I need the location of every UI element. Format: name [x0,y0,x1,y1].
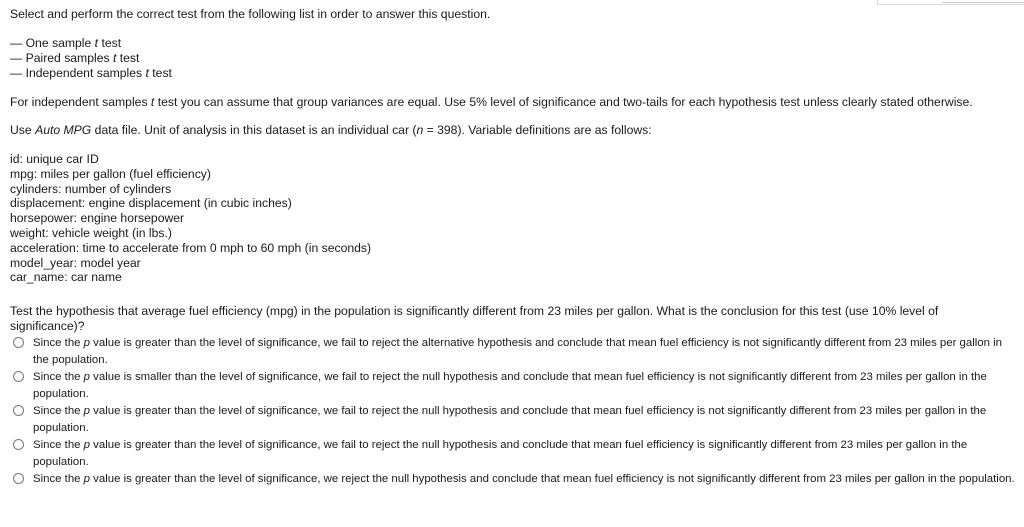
answer-option-text [33,437,1015,471]
option-suffix: value is greater than the level of significance, we fail to reject the null hypothesis and conclude that mean fuel efficiency is not significantly different from 23 miles per gallon in the population. [33,405,987,435]
definition-item: id: unique car ID [10,152,99,166]
test-suffix: test [148,66,172,80]
answer-option-text [33,335,1015,369]
assumption-prefix: For independent samples [10,95,151,109]
option-suffix: value is greater than the level of significance, we fail to reject the null hypothesis and conclude that mean fuel efficiency is significantly different from 23 miles per gallon in the population. [33,439,968,469]
radio-button[interactable] [13,371,24,382]
top-right-divider [877,0,1024,5]
dataset-middle: data file. Unit of analysis in this dataset is an individual car ( [91,123,417,137]
definition-item: mpg: miles per gallon (fuel efficiency) [10,166,211,181]
definition-item: model_year: model year [10,255,141,270]
definition-item: horsepower: engine horsepower [10,211,185,226]
radio-button[interactable] [13,439,24,450]
option-suffix: value is smaller than the level of significance, we fail to reject the null hypothesis and conclude that mean fuel efficiency is not significantly different from 23 miles per gallon in the population. [33,371,987,401]
test-list [10,36,1015,81]
option-prefix: Since the [33,337,84,350]
dataset-text [10,123,1015,138]
test-prefix: — Paired samples [10,51,113,65]
definition-item: weight: vehicle weight (in lbs.) [10,225,172,240]
option-p-symbol: p [83,371,91,384]
test-suffix: test [116,51,140,65]
option-p-symbol: p [83,405,91,418]
test-suffix: test [98,36,122,50]
intro-text: Select and perform the correct test from the following list in order to answer this question. [10,7,491,21]
answer-option[interactable] [10,369,1015,403]
test-t-symbol: t [112,51,117,65]
option-prefix: Since the [33,405,84,418]
assumption-suffix: test you can assume that group variances are equal. Use 5% level of significance and two-tails for each hypothesis test unless clearly stated otherwise. [154,95,973,109]
option-suffix: value is greater than the level of significance, we fail to reject the alternative hypothesis and conclude that mean fuel efficiency is not significantly different from 23 miles per gallon in the population. [33,337,1002,367]
answer-option-text [33,403,1015,437]
question-content [10,7,1015,488]
option-prefix: Since the [33,473,84,486]
question-text: Test the hypothesis that average fuel efficiency (mpg) in the population is significantly different from 23 miles per gallon. What is the conclusion for this test (use 10% level of significance)? [10,304,939,334]
test-item-paired [10,51,1015,66]
answer-option[interactable] [10,437,1015,471]
radio-button[interactable] [13,473,24,484]
assumption-t-symbol: t [150,95,155,109]
dataset-prefix: Use [10,123,36,137]
answer-option[interactable] [10,471,1015,488]
answer-option-text [33,369,1015,403]
answer-option[interactable] [10,335,1015,369]
variable-definitions [10,152,1015,285]
option-p-symbol: p [83,439,91,452]
test-item-one-sample [10,36,1015,51]
dataset-file-name: Auto MPG [35,123,92,137]
option-p-symbol: p [83,473,91,486]
top-right-divider-inner [942,2,1024,3]
option-suffix: value is greater than the level of significance, we reject the null hypothesis and conclude that mean fuel efficiency is not significantly different from 23 miles per gallon in the population. [90,473,1015,486]
definition-item: displacement: engine displacement (in cubic inches) [10,196,292,211]
radio-button[interactable] [13,337,24,348]
option-prefix: Since the [33,439,84,452]
test-item-independent [10,66,1015,81]
option-p-symbol: p [83,337,91,350]
definition-item: cylinders: number of cylinders [10,181,172,196]
test-t-symbol: t [145,66,149,80]
radio-button[interactable] [13,405,24,416]
assumption-text [10,95,1015,110]
test-prefix: — One sample [10,36,95,50]
dataset-n-symbol: n [416,123,424,137]
dataset-suffix: = 398). Variable definitions are as follows: [423,123,652,137]
answer-option[interactable] [10,403,1015,437]
definition-item: acceleration: time to accelerate from 0 mph to 60 mph (in seconds) [10,240,372,255]
definition-item: car_name: car name [10,270,122,285]
option-prefix: Since the [33,371,84,384]
test-t-symbol: t [94,36,99,50]
answer-options [10,335,1015,488]
test-prefix: — Independent samples [10,66,146,80]
answer-option-text [33,471,1015,488]
